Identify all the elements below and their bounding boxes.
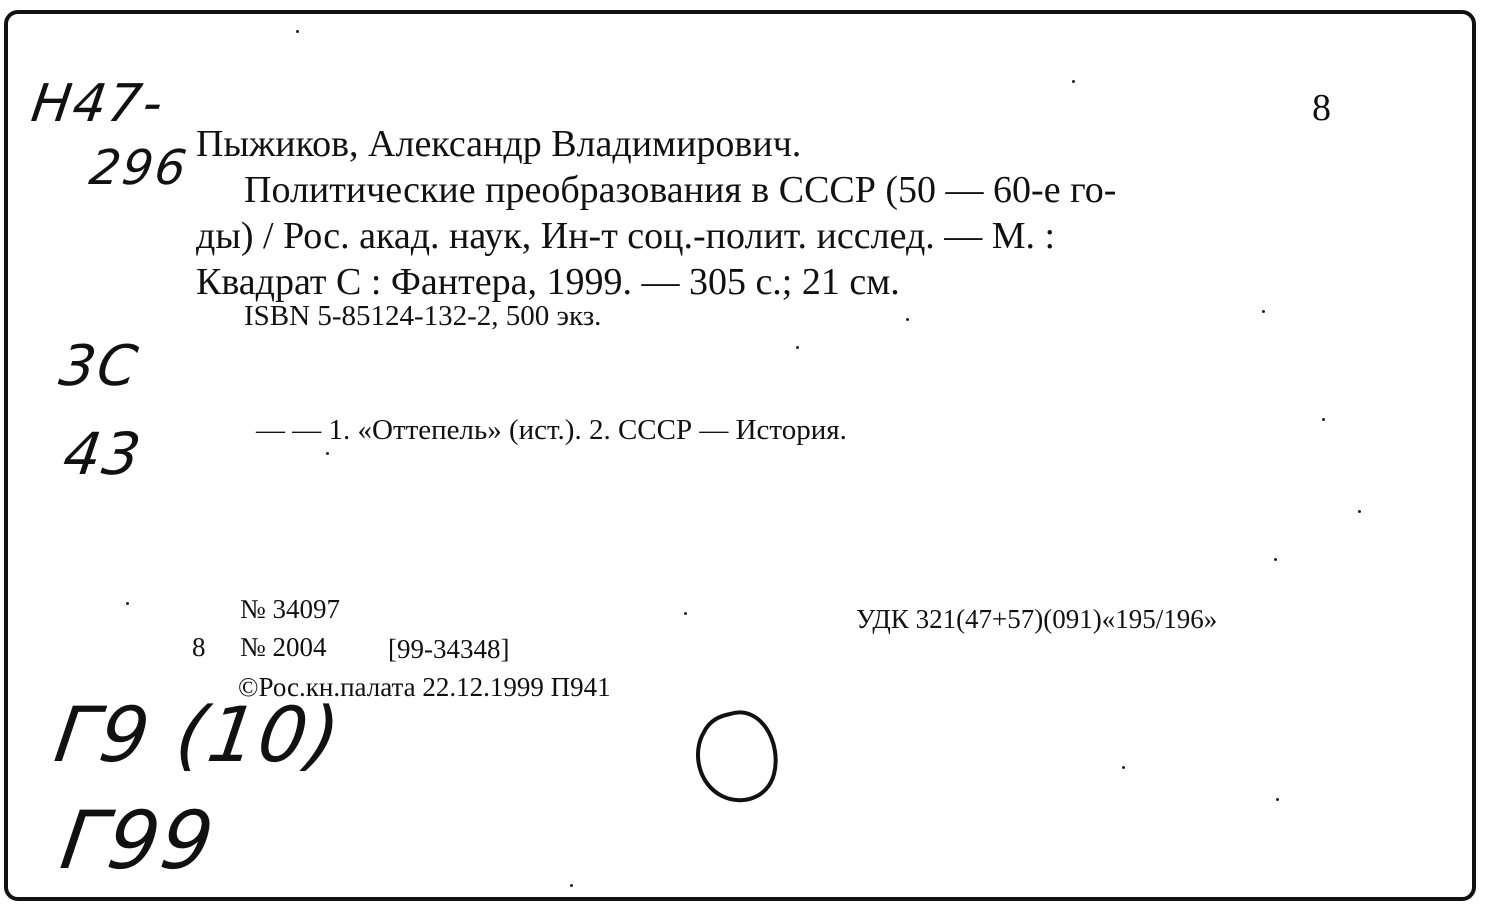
- speck: [1122, 766, 1125, 769]
- handwritten-296: 296: [86, 140, 192, 196]
- handwritten-g99: Г99: [55, 794, 221, 887]
- handwritten-3c: 3С: [55, 334, 144, 399]
- subjects-line: — — 1. «Оттепель» (ист.). 2. СССР — История.: [256, 414, 847, 446]
- speck: [1274, 558, 1277, 561]
- author-line: Пыжиков, Александр Владимирович.: [196, 123, 802, 165]
- record-number-1: № 34097: [240, 594, 341, 624]
- handwritten-h47: Н47-: [27, 74, 169, 134]
- title-line-2: ды) / Рос. акад. наук, Ин-т соц.-полит. исслед. — М. :: [196, 215, 1056, 257]
- handwritten-43: 43: [59, 420, 147, 488]
- title-line-1: Политические преобразования в СССР (50 — 60-е го-: [244, 169, 1117, 211]
- handwritten-g9-10: Г9 (10): [49, 690, 348, 779]
- speck: [1358, 510, 1361, 513]
- copyright-line: ©Рос.кн.палата 22.12.1999 П941: [238, 672, 611, 702]
- isbn-line: ISBN 5-85124-132-2, 500 экз.: [244, 300, 602, 332]
- record-code: [99-34348]: [388, 634, 510, 664]
- speck: [570, 884, 573, 887]
- title-line-3: Квадрат С : Фантера, 1999. — 305 с.; 21 см.: [196, 261, 900, 303]
- speck: [1276, 798, 1279, 801]
- speck: [326, 452, 329, 455]
- left-number-8: 8: [192, 632, 206, 662]
- speck: [796, 346, 799, 349]
- card-number: 8: [1312, 87, 1331, 129]
- speck: [906, 318, 909, 321]
- udk-line: УДК 321(47+57)(091)«195/196»: [856, 604, 1218, 634]
- speck: [126, 602, 129, 605]
- handwritten-circle: [690, 702, 790, 812]
- record-number-2: № 2004: [240, 632, 327, 662]
- speck: [684, 612, 687, 615]
- speck: [296, 30, 299, 33]
- speck: [1322, 418, 1325, 421]
- speck: [1072, 80, 1075, 83]
- speck: [1262, 310, 1265, 313]
